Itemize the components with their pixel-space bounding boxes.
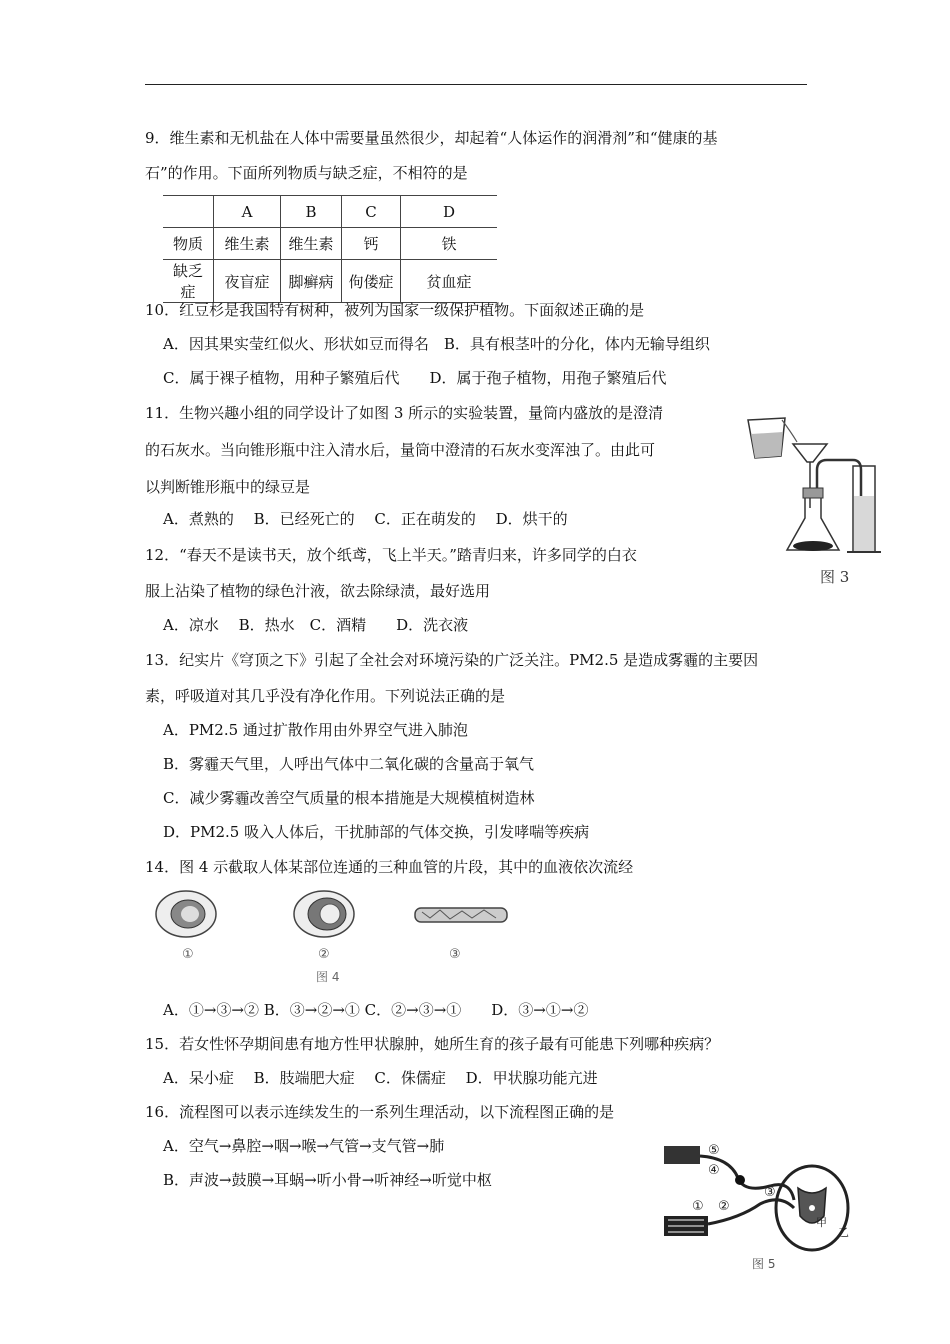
q14-stem: 14．图 4 示截取人体某部位连通的三种血管的片段，其中的血液依次流经 <box>145 858 634 876</box>
q11-options: A．煮熟的 B．已经死亡的 C．正在萌发的 D．烘干的 <box>163 510 568 528</box>
q10-options-cd: C．属于裸子植物，用种子繁殖后代 D．属于孢子植物，用孢子繁殖后代 <box>163 369 667 387</box>
effector-icon <box>664 1216 708 1236</box>
conical-flask-icon <box>787 498 839 551</box>
table-cell: A <box>214 196 281 228</box>
table-row <box>163 260 497 303</box>
q14-options: A．①→③→② B．③→②→① C．②→③→① D．③→①→② <box>163 1001 589 1019</box>
q13-option-d: D．PM2.5 吸入人体后，干扰肺部的气体交换，引发哮喘等疾病 <box>163 823 590 841</box>
table-row <box>163 228 497 260</box>
vein-icon <box>156 891 216 937</box>
reflex-label-3: ③ <box>764 1185 776 1200</box>
q16-option-a: A．空气→鼻腔→咽→喉→气管→支气管→肺 <box>163 1137 445 1155</box>
figure-4-caption: 图 4 <box>316 970 340 984</box>
table-cell: 贫血症 <box>401 260 498 303</box>
table-cell: 维生素 <box>214 228 281 260</box>
figure-3-caption: 图 3 <box>820 568 850 586</box>
vessel-label-2: ② <box>318 947 330 962</box>
q12-stem-line1: 12．“春天不是读书天，放个纸鸢，飞上半天。”踏青归来，许多同学的白衣 <box>145 546 637 564</box>
reflex-label-5: ⑤ <box>708 1143 720 1158</box>
capillary-icon <box>415 908 507 922</box>
table-cell <box>163 196 214 228</box>
q11-stem-line3: 以判断锥形瓶中的绿豆是 <box>145 478 311 496</box>
q12-stem-line2: 服上沾染了植物的绿色汁液，欲去除绿渍，最好选用 <box>145 582 491 600</box>
q15-options: A．呆小症 B．肢端肥大症 C．侏儒症 D．甲状腺功能亢进 <box>163 1069 598 1087</box>
table-cell: 铁 <box>401 228 498 260</box>
q12-options: A．凉水 B．热水 C．酒精 D．洗衣液 <box>163 616 469 634</box>
artery-icon <box>294 891 354 937</box>
q9-stem-line1: 9．维生素和无机盐在人体中需要量虽然很少，却起着“人体运作的润滑剂”和“健康的基 <box>145 129 718 147</box>
figure-5-caption: 图 5 <box>752 1257 776 1271</box>
q16-option-b: B．声波→鼓膜→耳蜗→听小骨→听神经→听觉中枢 <box>163 1171 492 1189</box>
q16-stem: 16．流程图可以表示连续发生的一系列生理活动，以下流程图正确的是 <box>145 1103 615 1121</box>
q11-stem-line2: 的石灰水。当向锥形瓶中注入清水后，量筒中澄清的石灰水变浑浊了。由此可 <box>145 441 656 459</box>
blood-vessels-figure <box>150 888 520 988</box>
experiment-apparatus-figure <box>745 410 885 570</box>
q13-stem-line1: 13．纪实片《穹顶之下》引起了全社会对环境污染的广泛关注。PM2.5 是造成雾霾的主要因 <box>145 651 759 669</box>
reflex-arc-figure <box>660 1138 860 1276</box>
q10-options-ab: A．因其果实莹红似火、形状如豆而得名 B．具有根茎叶的分化，体内无输导组织 <box>163 335 710 353</box>
reflex-label-4: ④ <box>708 1163 720 1178</box>
reflex-label-2: ② <box>718 1199 730 1214</box>
q13-option-a: A．PM2.5 通过扩散作用由外界空气进入肺泡 <box>163 721 468 739</box>
q13-stem-line2: 素，呼吸道对其几乎没有净化作用。下列说法正确的是 <box>145 687 506 705</box>
table-header-row <box>163 196 497 228</box>
receptor-icon <box>664 1146 700 1164</box>
graduated-cylinder-icon <box>847 466 881 552</box>
table-cell: B <box>281 196 342 228</box>
reflex-label-1: ① <box>692 1199 704 1214</box>
ganglion-icon <box>735 1175 745 1185</box>
table-cell: 维生素 <box>281 228 342 260</box>
vessel-label-3: ③ <box>449 947 461 962</box>
q15-stem: 15．若女性怀孕期间患有地方性甲状腺肿，她所生育的孩子最有可能患下列哪种疾病？ <box>145 1035 720 1053</box>
table-cell: 脚癣病 <box>281 260 342 303</box>
table-cell: 物质 <box>163 228 214 260</box>
table-cell: D <box>401 196 498 228</box>
reflex-label-jia: 甲 <box>816 1216 827 1229</box>
beaker-icon <box>748 418 797 458</box>
q9-table <box>163 195 497 303</box>
table-cell: C <box>342 196 401 228</box>
table-cell: 佝偻症 <box>342 260 401 303</box>
q9-stem-line2: 石”的作用。下面所列物质与缺乏症，不相符的是 <box>145 164 468 182</box>
q11-stem-line1: 11．生物兴趣小组的同学设计了如图 3 所示的实验装置，量筒内盛放的是澄清 <box>145 404 664 422</box>
reflex-label-yi: 乙 <box>838 1226 849 1239</box>
header-rule <box>145 84 807 85</box>
table-cell: 钙 <box>342 228 401 260</box>
table-cell: 夜盲症 <box>214 260 281 303</box>
table-cell: 缺乏症 <box>163 260 214 303</box>
stopper-icon <box>803 488 823 498</box>
q13-option-c: C．减少雾霾改善空气质量的根本措施是大规模植树造林 <box>163 789 535 807</box>
vessel-label-1: ① <box>182 947 194 962</box>
q10-stem: 10．红豆杉是我国特有树种，被列为国家一级保护植物。下面叙述正确的是 <box>145 301 645 319</box>
q13-option-b: B．雾霾天气里，人呼出气体中二氧化碳的含量高于氧气 <box>163 755 535 773</box>
